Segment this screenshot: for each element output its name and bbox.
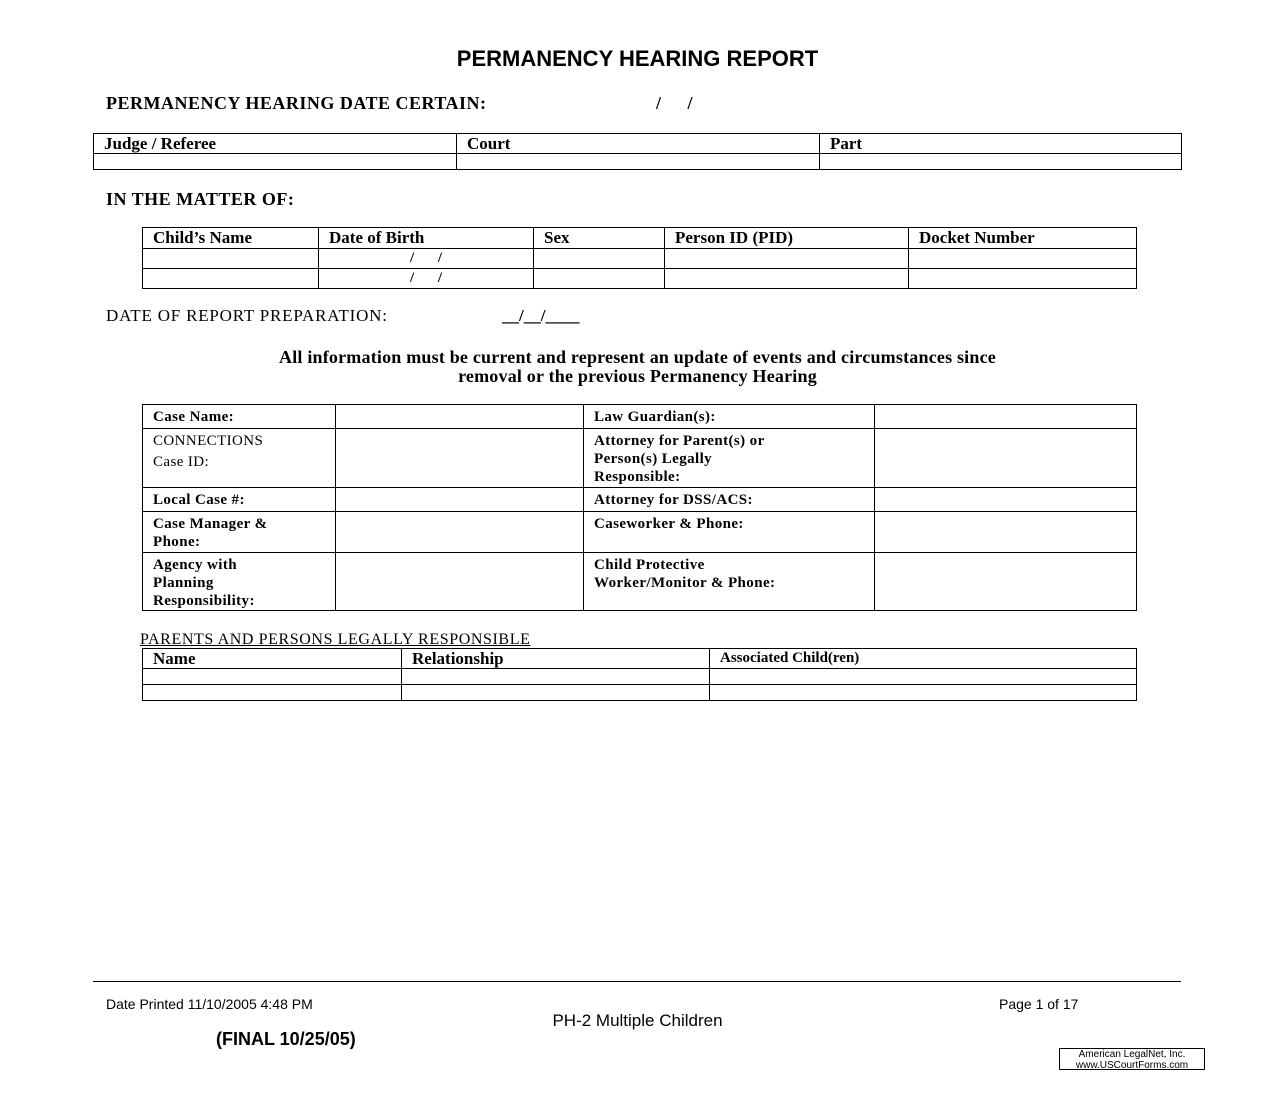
- attorney-parent-field[interactable]: [875, 429, 1137, 488]
- pid-field[interactable]: [665, 269, 909, 289]
- footer-divider: [93, 981, 1181, 982]
- connections-case-id-label: [143, 429, 336, 488]
- relationship-field[interactable]: [402, 685, 710, 701]
- sex-field[interactable]: [534, 269, 665, 289]
- cpw-field[interactable]: [875, 553, 1137, 611]
- associated-children-header: Associated Child(ren): [710, 649, 1137, 669]
- attorney-dss-label: Attorney for DSS/ACS:: [584, 488, 875, 512]
- sex-header: Sex: [534, 228, 665, 249]
- part-field[interactable]: [820, 154, 1182, 170]
- dob-field[interactable]: / /: [319, 269, 534, 289]
- parents-heading: PARENTS AND PERSONS LEGALLY RESPONSIBLE: [140, 631, 531, 648]
- page-title: PERMANENCY HEARING REPORT: [456, 46, 819, 71]
- agency-label-line: Agency with: [153, 557, 237, 573]
- connections-label: CONNECTIONS: [153, 433, 264, 449]
- final-date: (FINAL 10/25/05): [216, 1029, 356, 1049]
- parent-name-field[interactable]: [143, 669, 402, 685]
- child-name-field[interactable]: [143, 269, 319, 289]
- docket-field[interactable]: [909, 269, 1137, 289]
- date-printed: Date Printed 11/10/2005 4:48 PM: [106, 996, 313, 1012]
- associated-children-field[interactable]: [710, 685, 1137, 701]
- relationship-header: Relationship: [402, 649, 710, 669]
- pid-field[interactable]: [665, 249, 909, 269]
- table-row: [143, 669, 1137, 685]
- case-name-field[interactable]: [336, 405, 584, 429]
- form-name: PH-2 Multiple Children: [552, 1011, 723, 1030]
- parent-name-field[interactable]: [143, 685, 402, 701]
- brand-name: American LegalNet, Inc.: [1078, 1049, 1186, 1060]
- table-row: [143, 685, 1137, 701]
- sex-field[interactable]: [534, 249, 665, 269]
- court-field[interactable]: [457, 154, 820, 170]
- notice-line-2: removal or the previous Permanency Hearing: [458, 366, 817, 386]
- report-prep-label: DATE OF REPORT PREPARATION:: [106, 306, 388, 325]
- brand-url: www.USCourtForms.com: [1075, 1060, 1189, 1071]
- law-guardian-label: Law Guardian(s):: [584, 405, 875, 429]
- docket-field[interactable]: [909, 249, 1137, 269]
- judge-referee-header: Judge / Referee: [94, 134, 457, 154]
- relationship-field[interactable]: [402, 669, 710, 685]
- case-manager-field[interactable]: [336, 512, 584, 553]
- table-row: [143, 249, 1137, 269]
- part-header: Part: [820, 134, 1182, 154]
- attorney-parent-label-line: Attorney for Parent(s) or: [594, 433, 765, 449]
- attorney-parent-label-line: Person(s) Legally: [594, 451, 713, 467]
- hearing-date-label: PERMANENCY HEARING DATE CERTAIN:: [106, 93, 487, 113]
- child-name-field[interactable]: [143, 249, 319, 269]
- brand-box[interactable]: [1059, 1048, 1205, 1070]
- court-table: [93, 133, 1182, 170]
- case-info-table: [142, 404, 1137, 611]
- hearing-date-value[interactable]: / /: [656, 93, 693, 113]
- case-manager-label-line: Case Manager &: [153, 516, 268, 532]
- attorney-parent-label: [584, 429, 875, 488]
- judge-referee-field[interactable]: [94, 154, 457, 170]
- pid-header: Person ID (PID): [665, 228, 909, 249]
- caseworker-field[interactable]: [875, 512, 1137, 553]
- cpw-label-line: Child Protective: [594, 557, 705, 573]
- notice-line-1: All information must be current and represent an update of events and circumstances since: [279, 347, 996, 367]
- case-id-label: Case ID:: [153, 454, 210, 470]
- dob-header: Date of Birth: [319, 228, 534, 249]
- parent-name-header: Name: [143, 649, 402, 669]
- parents-table: [142, 648, 1137, 701]
- agency-label-line: Planning: [153, 575, 214, 591]
- agency-label-line: Responsibility:: [153, 593, 255, 609]
- court-header: Court: [457, 134, 820, 154]
- local-case-label: Local Case #:: [143, 488, 336, 512]
- matter-label: IN THE MATTER OF:: [106, 189, 295, 209]
- docket-header: Docket Number: [909, 228, 1137, 249]
- dob-field[interactable]: / /: [319, 249, 534, 269]
- cpw-label-line: Worker/Monitor & Phone:: [594, 575, 776, 591]
- case-name-label: Case Name:: [143, 405, 336, 429]
- children-table: [142, 227, 1137, 289]
- child-name-header: Child’s Name: [143, 228, 319, 249]
- attorney-parent-label-line: Responsible:: [594, 469, 681, 485]
- attorney-dss-field[interactable]: [875, 488, 1137, 512]
- report-prep-value[interactable]: __/__/____: [502, 306, 580, 325]
- associated-children-field[interactable]: [710, 669, 1137, 685]
- law-guardian-field[interactable]: [875, 405, 1137, 429]
- connections-case-id-field[interactable]: [336, 429, 584, 488]
- caseworker-label: Caseworker & Phone:: [584, 512, 875, 553]
- case-manager-label-line: Phone:: [153, 534, 201, 550]
- local-case-field[interactable]: [336, 488, 584, 512]
- agency-label: [143, 553, 336, 611]
- page-number: Page 1 of 17: [999, 996, 1079, 1012]
- agency-field[interactable]: [336, 553, 584, 611]
- cpw-label: [584, 553, 875, 611]
- case-manager-label: [143, 512, 336, 553]
- table-row: [143, 269, 1137, 289]
